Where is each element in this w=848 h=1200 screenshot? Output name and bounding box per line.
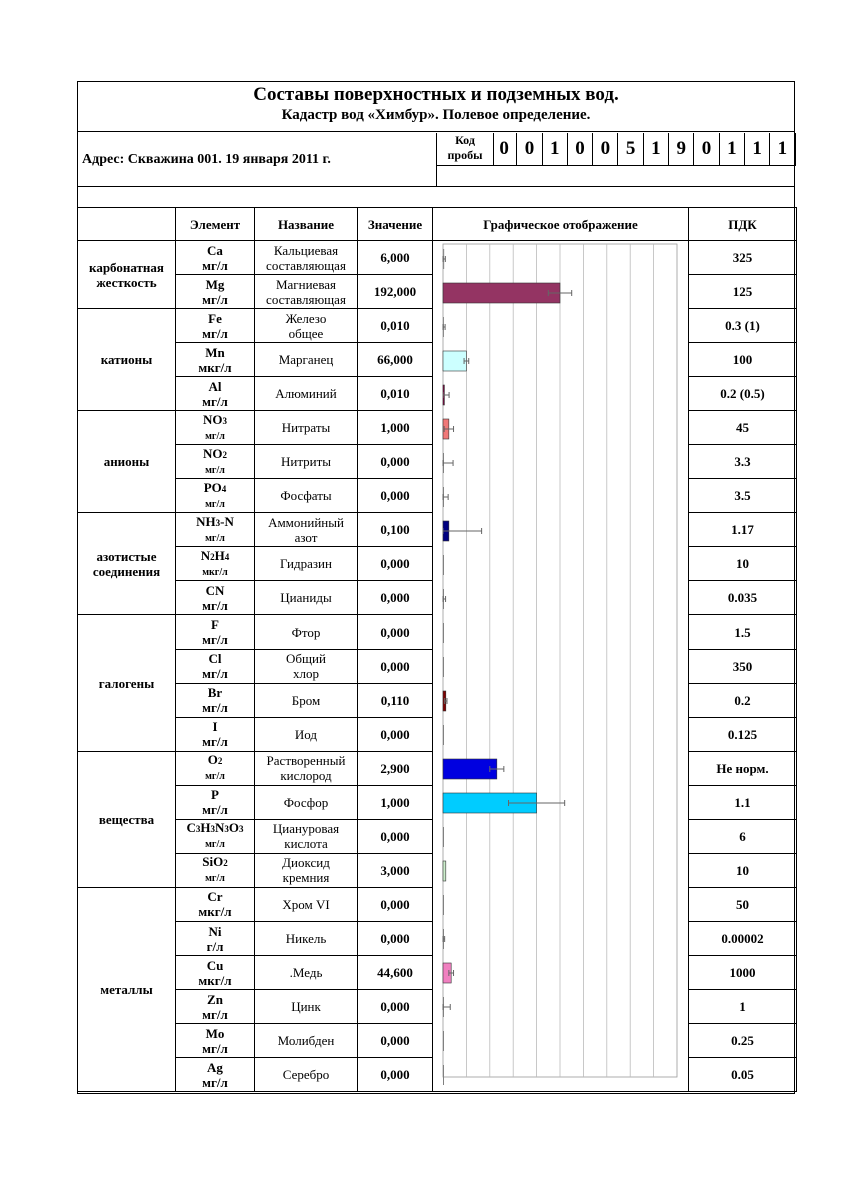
- element-symbol: I: [212, 719, 218, 735]
- element-unit: мг/л: [202, 700, 228, 716]
- name-cell: [255, 377, 358, 411]
- divider: [78, 186, 794, 187]
- pdk-cell: 0.00002: [689, 922, 797, 956]
- name-line2: общее: [288, 325, 324, 341]
- element-unit: мг/л: [205, 498, 225, 510]
- element-unit: мг/л: [205, 771, 225, 783]
- group-label-line1: металлы: [100, 981, 153, 997]
- value-cell: 1,000: [358, 411, 433, 445]
- name-cell: [255, 241, 358, 275]
- name-line1: Общий: [286, 651, 326, 667]
- name-cell: [255, 853, 358, 887]
- value-cell: 0,000: [358, 1024, 433, 1058]
- name-cell: [255, 990, 358, 1024]
- element-symbol: PO4: [203, 479, 227, 495]
- element-cell: [176, 377, 255, 411]
- value-cell: 0,000: [358, 581, 433, 615]
- name-line2: кислота: [284, 836, 328, 852]
- element-unit: мкг/л: [198, 904, 232, 920]
- pdk-cell: 1.17: [689, 513, 797, 547]
- value-cell: 0,000: [358, 479, 433, 513]
- value-cell: 0,110: [358, 683, 433, 717]
- pdk-cell: 3.3: [689, 445, 797, 479]
- element-symbol: Br: [207, 685, 223, 701]
- chart-bar: [443, 1031, 444, 1051]
- element-symbol: NH3-N: [196, 513, 234, 529]
- pdk-cell: 10: [689, 547, 797, 581]
- pdk-cell: 50: [689, 887, 797, 921]
- value-cell: 1,000: [358, 785, 433, 819]
- code-digit: 0: [517, 133, 542, 165]
- name-cell: [255, 1058, 358, 1092]
- name-cell: [255, 922, 358, 956]
- group-label: [78, 751, 176, 887]
- pdk-cell: 0.125: [689, 717, 797, 751]
- element-unit: мкг/л: [202, 566, 228, 578]
- element-unit: мг/л: [202, 802, 228, 818]
- chart-bar: [443, 555, 444, 575]
- chart-bar: [443, 1065, 444, 1085]
- pdk-cell: 0.05: [689, 1058, 797, 1092]
- value-cell: 3,000: [358, 853, 433, 887]
- name-cell: [255, 343, 358, 377]
- element-symbol: Al: [208, 378, 222, 394]
- element-cell: [176, 513, 255, 547]
- name-line2: кислород: [280, 768, 332, 784]
- name-line1: Циануровая: [272, 821, 340, 837]
- pdk-cell: 125: [689, 275, 797, 309]
- graph-cell: [433, 241, 689, 1092]
- element-unit: мг/л: [202, 666, 228, 682]
- pdk-cell: 10: [689, 853, 797, 887]
- value-cell: 0,000: [358, 445, 433, 479]
- name-cell: [255, 819, 358, 853]
- chart-bar: [443, 623, 444, 643]
- element-cell: [176, 615, 255, 649]
- name-cell: [255, 751, 358, 785]
- element-unit: мг/л: [202, 393, 228, 409]
- element-cell: [176, 819, 255, 853]
- name-line1: Гидразин: [280, 556, 332, 572]
- value-cell: 0,000: [358, 615, 433, 649]
- group-label-line1: карбонатная: [89, 259, 164, 275]
- code-digit: 9: [669, 133, 694, 165]
- element-symbol: Ag: [207, 1059, 223, 1075]
- value-header: Значение: [358, 208, 433, 241]
- element-symbol: Mg: [205, 276, 225, 292]
- element-cell: [176, 887, 255, 921]
- code-digit: 1: [644, 133, 669, 165]
- group-label-line2: жесткость: [96, 274, 157, 290]
- name-line1: Иод: [294, 726, 318, 742]
- name-line1: Алюминий: [275, 386, 337, 402]
- sample-code-label-line1: Код: [455, 133, 475, 147]
- name-line1: Цинк: [291, 999, 321, 1014]
- name-cell: [255, 785, 358, 819]
- element-symbol: N2H4: [200, 547, 230, 563]
- code-digit: 1: [543, 133, 568, 165]
- value-cell: 0,000: [358, 717, 433, 751]
- element-symbol: Cr: [207, 889, 223, 905]
- element-unit: мг/л: [202, 257, 228, 273]
- sample-code-label-line2: пробы: [447, 148, 483, 162]
- element-unit: мг/л: [202, 1074, 228, 1090]
- pdk-cell: 100: [689, 343, 797, 377]
- value-cell: 0,000: [358, 547, 433, 581]
- pdk-cell: 325: [689, 241, 797, 275]
- name-line1: Магниевая: [275, 276, 337, 292]
- chart-bar: [443, 283, 560, 303]
- element-header: Элемент: [176, 208, 255, 241]
- element-unit: мкг/л: [198, 972, 232, 988]
- element-symbol: Ca: [207, 242, 223, 258]
- pdk-cell: 0.25: [689, 1024, 797, 1058]
- name-cell: [255, 445, 358, 479]
- element-symbol: P: [211, 787, 219, 803]
- code-digit: 0: [568, 133, 593, 165]
- name-cell: [255, 547, 358, 581]
- table-row: [78, 241, 797, 275]
- element-symbol: NO3: [203, 411, 227, 427]
- pdk-cell: 350: [689, 649, 797, 683]
- name-line2: азот: [294, 529, 318, 545]
- element-cell: [176, 241, 255, 275]
- element-cell: [176, 1058, 255, 1092]
- group-label-line1: азотистые: [96, 548, 157, 564]
- element-unit: г/л: [206, 938, 224, 954]
- pdk-cell: 0.2 (0.5): [689, 377, 797, 411]
- name-cell: [255, 275, 358, 309]
- element-cell: [176, 922, 255, 956]
- element-unit: мкг/л: [198, 359, 232, 375]
- element-cell: [176, 445, 255, 479]
- element-symbol: O2: [207, 752, 223, 768]
- name-header: Название: [255, 208, 358, 241]
- pdk-cell: 6: [689, 819, 797, 853]
- name-line1: Хром VI: [282, 896, 330, 912]
- value-cell: 6,000: [358, 241, 433, 275]
- element-symbol: NO2: [203, 445, 227, 461]
- name-line1: Фтор: [291, 624, 321, 640]
- name-line2: хлор: [293, 666, 319, 682]
- name-line1: Железо: [285, 310, 327, 326]
- element-unit: мг/л: [202, 291, 228, 307]
- water-composition-table: [77, 207, 797, 1092]
- element-cell: [176, 990, 255, 1024]
- element-symbol: SiO2: [202, 854, 228, 870]
- table-header-row: [78, 208, 797, 241]
- element-symbol: Ni: [208, 923, 222, 939]
- name-cell: [255, 309, 358, 343]
- name-line1: Фосфор: [283, 794, 329, 810]
- value-cell: 0,000: [358, 887, 433, 921]
- value-cell: 0,000: [358, 649, 433, 683]
- graph-header: Графическое отображение: [433, 208, 689, 241]
- name-cell: [255, 887, 358, 921]
- element-symbol: Mo: [205, 1025, 225, 1041]
- element-symbol: Cu: [206, 957, 224, 973]
- document-title: Составы поверхностных и подземных вод.: [253, 84, 619, 105]
- pdk-header: ПДК: [689, 208, 797, 241]
- address: Адрес: Скважина 001. 19 января 2011 г.: [82, 152, 331, 167]
- code-digit: 0: [492, 133, 517, 165]
- name-line1: Марганец: [278, 352, 334, 368]
- name-line1: Кальциевая: [273, 242, 339, 258]
- pdk-cell: 1.5: [689, 615, 797, 649]
- chart-bar: [443, 827, 444, 847]
- name-line1: Серебро: [282, 1067, 330, 1082]
- code-digit: 0: [694, 133, 719, 165]
- code-digit: 1: [720, 133, 745, 165]
- name-cell: [255, 649, 358, 683]
- element-unit: мг/л: [205, 464, 225, 476]
- name-line1: Цианиды: [280, 590, 332, 606]
- element-cell: [176, 956, 255, 990]
- name-cell: [255, 479, 358, 513]
- element-unit: мг/л: [202, 597, 228, 613]
- value-cell: 44,600: [358, 956, 433, 990]
- value-cell: 0,000: [358, 922, 433, 956]
- value-cell: 0,010: [358, 309, 433, 343]
- group-label: [78, 887, 176, 1091]
- group-label: [78, 309, 176, 411]
- group-label: [78, 513, 176, 615]
- element-cell: [176, 547, 255, 581]
- name-cell: [255, 513, 358, 547]
- chart-bar: [443, 861, 446, 881]
- element-symbol: CN: [205, 582, 225, 598]
- name-cell: [255, 581, 358, 615]
- element-cell: [176, 649, 255, 683]
- value-cell: 192,000: [358, 275, 433, 309]
- sample-code-under-cell: [436, 165, 796, 186]
- element-cell: [176, 853, 255, 887]
- group-header: [78, 208, 176, 241]
- pdk-cell: 1.1: [689, 785, 797, 819]
- element-cell: [176, 275, 255, 309]
- name-line1: .Медь: [289, 965, 323, 980]
- element-cell: [176, 751, 255, 785]
- group-label-line1: катионы: [100, 352, 153, 368]
- value-cell: 0,000: [358, 1058, 433, 1092]
- pdk-cell: 0.035: [689, 581, 797, 615]
- code-digit: 0: [593, 133, 618, 165]
- name-line1: Фосфаты: [280, 488, 332, 504]
- name-line1: Молибден: [277, 1033, 335, 1048]
- element-cell: [176, 581, 255, 615]
- element-unit: мг/л: [202, 325, 228, 341]
- pdk-cell: 45: [689, 411, 797, 445]
- value-cell: 66,000: [358, 343, 433, 377]
- chart-bar: [443, 895, 444, 915]
- element-unit: мг/л: [202, 1040, 228, 1056]
- chart-bar: [443, 725, 444, 745]
- pdk-cell: 3.5: [689, 479, 797, 513]
- group-label-line2: соединения: [92, 563, 161, 579]
- code-digit: 1: [745, 133, 770, 165]
- name-cell: [255, 411, 358, 445]
- element-cell: [176, 411, 255, 445]
- element-symbol: Mn: [205, 344, 225, 360]
- name-cell: [255, 615, 358, 649]
- composition-bar-chart: [433, 241, 689, 1091]
- document-sheet: [77, 81, 795, 1094]
- code-digit: 1: [770, 133, 795, 165]
- code-digit: 5: [618, 133, 643, 165]
- element-symbol: Fe: [208, 310, 222, 326]
- element-cell: [176, 785, 255, 819]
- name-line1: Никель: [285, 931, 327, 946]
- pdk-cell: 0.2: [689, 683, 797, 717]
- group-label-line1: анионы: [103, 454, 150, 470]
- name-line1: Аммонийный: [268, 514, 344, 530]
- group-label: [78, 615, 176, 751]
- pdk-cell: 1: [689, 990, 797, 1024]
- element-unit: мг/л: [202, 1006, 228, 1022]
- pdk-cell: 0.3 (1): [689, 309, 797, 343]
- name-cell: [255, 1024, 358, 1058]
- element-unit: мг/л: [202, 734, 228, 750]
- chart-bar: [443, 759, 497, 779]
- element-symbol: C3H3N3O3: [186, 820, 244, 836]
- element-symbol: Cl: [208, 651, 222, 667]
- element-cell: [176, 309, 255, 343]
- divider: [78, 131, 794, 132]
- element-cell: [176, 717, 255, 751]
- value-cell: 0,000: [358, 990, 433, 1024]
- sample-code: [492, 133, 796, 165]
- group-label-line1: галогены: [98, 675, 155, 691]
- value-cell: 2,900: [358, 751, 433, 785]
- name-cell: [255, 956, 358, 990]
- element-unit: мг/л: [202, 632, 228, 648]
- pdk-cell: Не норм.: [689, 751, 797, 785]
- sample-code-label: [436, 133, 494, 165]
- document-subtitle: Кадастр вод «Химбур». Полевое определение.: [281, 107, 591, 123]
- element-cell: [176, 1024, 255, 1058]
- group-label-line1: вещества: [98, 811, 155, 827]
- element-cell: [176, 343, 255, 377]
- name-line1: Диоксид: [282, 855, 330, 871]
- element-unit: мг/л: [205, 430, 225, 442]
- name-cell: [255, 717, 358, 751]
- element-unit: мг/л: [205, 839, 225, 851]
- value-cell: 0,100: [358, 513, 433, 547]
- group-label: [78, 411, 176, 513]
- name-line1: Растворенный: [266, 753, 346, 769]
- name-line1: Нитриты: [280, 454, 332, 470]
- name-line2: составляющая: [266, 291, 346, 307]
- chart-bar: [443, 351, 466, 371]
- value-cell: 0,000: [358, 819, 433, 853]
- value-cell: 0,010: [358, 377, 433, 411]
- name-line2: составляющая: [266, 257, 346, 273]
- chart-bar: [443, 657, 444, 677]
- name-line1: Нитраты: [281, 420, 331, 436]
- pdk-cell: 1000: [689, 956, 797, 990]
- element-cell: [176, 479, 255, 513]
- name-line1: Бром: [291, 692, 321, 708]
- element-unit: мг/л: [205, 873, 225, 885]
- group-label: [78, 241, 176, 309]
- element-cell: [176, 683, 255, 717]
- element-symbol: F: [211, 617, 219, 633]
- element-symbol: Zn: [207, 991, 223, 1007]
- name-line2: кремния: [282, 870, 330, 886]
- name-cell: [255, 683, 358, 717]
- element-unit: мг/л: [205, 532, 225, 544]
